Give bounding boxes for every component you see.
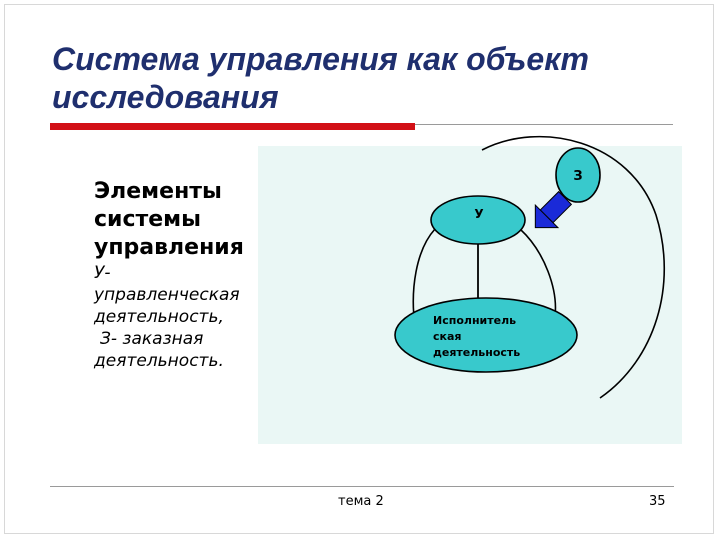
node-executive-label-line2: ская [433,330,462,343]
footer-divider [50,486,674,487]
footer-topic: тема 2 [338,494,384,509]
u-definition-line2: управленческая [94,285,240,305]
node-executive-label-line1: Исполнитель [433,314,517,327]
executive-activity-node [395,298,577,372]
node-u-label: У [474,207,484,221]
node-executive-label-line3: деятельность [433,346,521,359]
page-number: 35 [649,494,666,509]
z-definition-line2: деятельность. [94,351,224,371]
elements-heading: Элементы системы управления [94,179,244,260]
z-definition-line1: З- заказная [100,329,204,349]
elements-description [94,178,269,372]
u-definition-line3: деятельность, [94,307,224,327]
slide-title: Система управления как объект исследования [52,41,589,115]
node-z-label: З [573,169,583,184]
u-definition-line1: У- [94,263,111,283]
